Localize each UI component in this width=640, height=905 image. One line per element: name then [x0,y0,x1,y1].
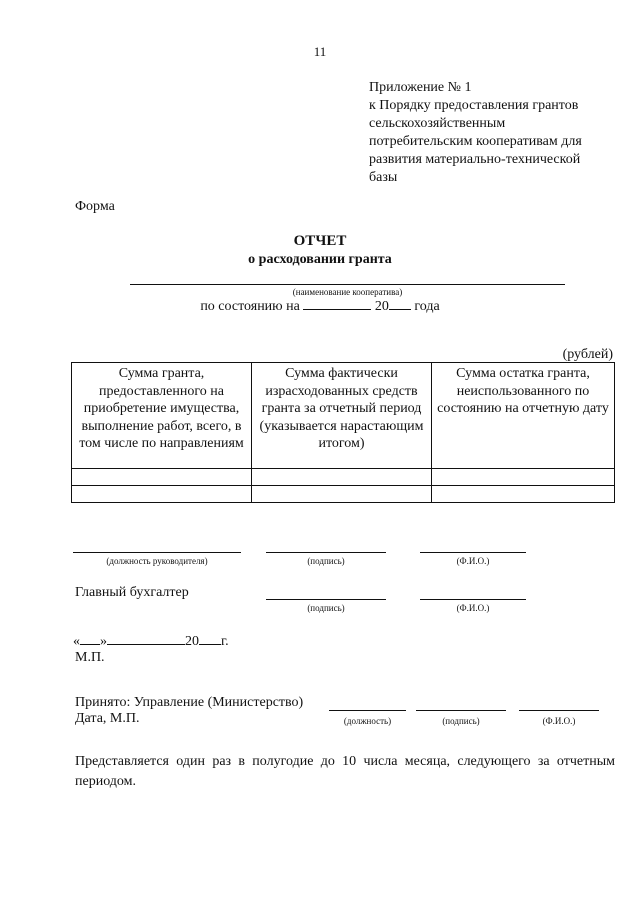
appendix-line: Приложение № 1 [369,80,472,95]
accountant-signature-line[interactable] [266,599,386,600]
report-title: ОТЧЕТ [293,233,347,249]
accepted-signature-line[interactable] [416,710,506,711]
appendix-line: развития материально-технической [369,152,581,167]
header-grant-spent: Сумма фактически израсходованных средств гранта за отчетный период (указывается нарастающим итогом) [252,363,432,469]
table-cell[interactable] [72,486,252,503]
date-line [73,632,229,650]
accepted-name-caption: (Ф.И.О.) [542,716,576,726]
appendix-line: сельскохозяйственным [369,116,506,131]
report-subtitle: о расходовании гранта [248,252,392,267]
coop-name-line[interactable] [130,284,565,285]
table-cell[interactable] [432,469,615,486]
accountant-signature-caption: (подпись) [307,603,345,613]
accountant-name-line[interactable] [420,599,526,600]
head-position-caption: (должность руководителя) [106,556,208,566]
as-of-prefix: по состоянию на [200,299,300,314]
as-of-suffix: года [414,299,440,314]
date-year-prefix: 20 [185,634,199,649]
date-open-quote: « [73,634,80,649]
as-of-day-month-blank[interactable] [303,297,371,310]
accepted-position-line[interactable] [329,710,406,711]
header-grant-remaining: Сумма остатка гранта, неиспользованного по состоянию на отчетную дату [432,363,615,469]
table-header-row [72,363,615,469]
form-label: Форма [75,199,115,214]
head-name-line[interactable] [420,552,526,553]
accepted-label: Принято: Управление (Министерство) [75,695,304,710]
table-cell[interactable] [252,486,432,503]
accepted-position-caption: (должность) [343,716,392,726]
appendix-line: базы [369,170,398,185]
date-month-blank[interactable] [107,632,185,645]
table-cell[interactable] [432,486,615,503]
head-name-caption: (Ф.И.О.) [456,556,490,566]
head-position-line[interactable] [73,552,241,553]
stamp-label: М.П. [75,650,105,665]
date-year-suffix: г. [221,634,229,649]
appendix-block [369,79,629,187]
table-row [72,486,615,503]
grant-report-table [71,362,615,503]
chief-accountant-label: Главный бухгалтер [75,585,189,600]
table-row [72,469,615,486]
head-signature-caption: (подпись) [307,556,345,566]
header-grant-total: Сумма гранта, предоставленного на приобретение имущества, выполнение работ, всего, в том числе по направлениям [72,363,252,469]
table-cell[interactable] [252,469,432,486]
date-day-blank[interactable] [80,632,100,645]
as-of-year-prefix: 20 [374,299,389,314]
as-of-year-blank[interactable] [389,297,411,310]
date-year-blank[interactable] [199,632,221,645]
page-number: 11 [313,44,327,59]
table-cell[interactable] [72,469,252,486]
footer-note: Представляется один раз в полугодие до 10 числа месяца, следующего за отчетным периодом. [75,754,615,789]
appendix-line: потребительским кооперативам для [369,134,582,149]
as-of-date [0,297,640,315]
date-close-quote: » [100,634,107,649]
head-signature-line[interactable] [266,552,386,553]
accountant-name-caption: (Ф.И.О.) [456,603,490,613]
appendix-line: к Порядку предоставления грантов [369,98,579,113]
currency-note: (рублей) [562,347,613,362]
accepted-name-line[interactable] [519,710,599,711]
accepted-date-stamp: Дата, М.П. [75,711,140,726]
coop-name-caption: (наименование кооператива) [292,287,403,297]
accepted-signature-caption: (подпись) [442,716,480,726]
